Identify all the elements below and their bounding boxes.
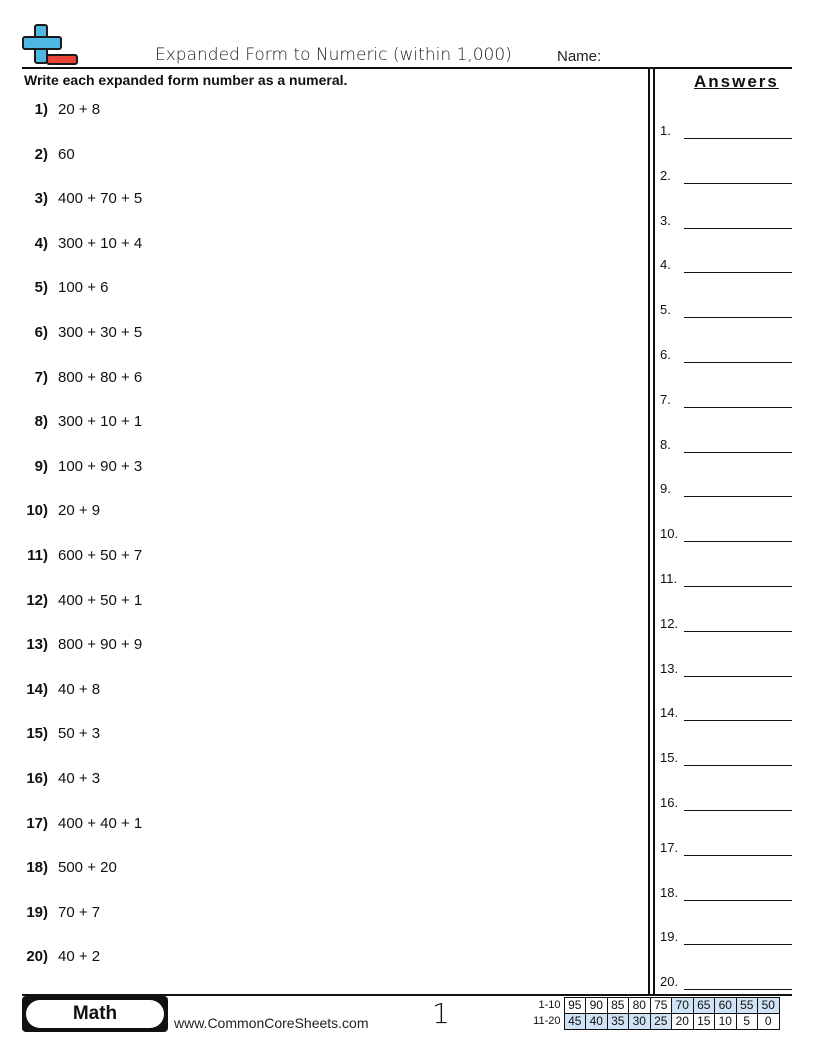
answer-label: 13. — [660, 660, 679, 676]
math-badge — [22, 996, 168, 1032]
problem-number: 12) — [26, 591, 48, 609]
problem-number: 17) — [26, 814, 48, 832]
score-cell: 65 — [693, 998, 715, 1014]
answer-line — [684, 855, 792, 856]
header-rule — [22, 67, 792, 69]
answer-label: 2. — [660, 167, 671, 183]
answer-blank[interactable] — [660, 302, 792, 318]
score-cell: 10 — [715, 1014, 737, 1030]
answer-blank[interactable] — [660, 885, 792, 901]
answer-blank[interactable] — [660, 571, 792, 587]
answer-label: 8. — [660, 436, 671, 452]
problem-row — [0, 770, 400, 790]
answer-line — [684, 272, 792, 273]
problem-row — [0, 948, 400, 968]
answer-label: 10. — [660, 526, 679, 542]
instructions: Write each expanded form number as a numeral. — [24, 72, 348, 88]
answer-line — [684, 317, 792, 318]
problem-number: 8) — [34, 413, 48, 431]
problem-number: 16) — [26, 770, 48, 787]
problem-expression: 400 + 50 + 1 — [58, 591, 143, 609]
score-range: 11-20 — [533, 1015, 561, 1027]
name-label: Name: — [557, 48, 602, 65]
score-table — [528, 997, 780, 1030]
problem-number: 9) — [34, 457, 48, 475]
problem-expression: 300 + 10 + 1 — [58, 413, 143, 431]
score-cell: 25 — [650, 1014, 672, 1030]
score-cell: 45 — [564, 1014, 586, 1030]
answer-blank[interactable] — [660, 168, 792, 184]
answer-line — [684, 362, 792, 363]
answer-label: 3. — [660, 212, 671, 228]
problem-row — [0, 413, 400, 433]
score-cell: 90 — [586, 998, 608, 1014]
score-row — [528, 998, 779, 1014]
problem-expression: 100 + 90 + 3 — [58, 457, 143, 475]
score-cell: 60 — [715, 998, 737, 1014]
score-cell: 0 — [758, 1014, 780, 1030]
answer-label: 12. — [660, 615, 679, 631]
answer-line — [684, 765, 792, 766]
problem-expression: 50 + 3 — [58, 725, 101, 743]
problem-row — [0, 681, 400, 701]
plus-minus-logo-icon — [22, 24, 80, 68]
answer-line — [684, 496, 792, 497]
score-cell: 80 — [629, 998, 651, 1014]
problem-expression: 400 + 70 + 5 — [58, 190, 143, 208]
problem-row — [0, 235, 400, 255]
problem-row — [0, 458, 400, 478]
problem-row — [0, 190, 400, 210]
answer-blank[interactable] — [660, 750, 792, 766]
answer-blank[interactable] — [660, 929, 792, 945]
problem-number: 18) — [26, 859, 48, 877]
problem-number: 11) — [27, 547, 48, 564]
problem-number: 13) — [26, 636, 48, 654]
problem-number: 5) — [34, 279, 48, 297]
score-cell: 95 — [564, 998, 586, 1014]
answer-blank[interactable] — [660, 213, 792, 229]
answer-blank[interactable] — [660, 705, 792, 721]
answer-line — [684, 900, 792, 901]
answer-line — [684, 631, 792, 632]
answer-label: 20. — [660, 974, 679, 990]
answer-blank[interactable] — [660, 437, 792, 453]
problem-expression: 300 + 10 + 4 — [58, 234, 143, 252]
answer-line — [684, 541, 792, 542]
answer-label: 7. — [660, 391, 671, 407]
answer-line — [684, 183, 792, 184]
answer-blank[interactable] — [660, 795, 792, 811]
problem-expression: 40 + 3 — [58, 770, 101, 787]
score-cell: 40 — [586, 1014, 608, 1030]
problem-number: 20) — [26, 948, 48, 966]
answer-line — [684, 989, 792, 990]
answer-blank[interactable] — [660, 257, 792, 273]
answer-blank[interactable] — [660, 347, 792, 363]
answer-line — [684, 407, 792, 408]
score-cell: 20 — [672, 1014, 694, 1030]
problem-expression: 300 + 30 + 5 — [58, 324, 143, 341]
problem-number: 2) — [34, 145, 48, 163]
problem-expression: 400 + 40 + 1 — [58, 814, 143, 832]
answer-blank[interactable] — [660, 661, 792, 677]
problem-row — [0, 859, 400, 879]
problem-number: 10) — [26, 502, 48, 520]
score-cell: 55 — [736, 998, 758, 1014]
problem-expression: 800 + 90 + 9 — [58, 636, 143, 654]
score-cell: 35 — [607, 1014, 629, 1030]
answer-label: 11. — [660, 571, 678, 586]
answer-line — [684, 676, 792, 677]
worksheet-title: Expanded Form to Numeric (within 1,000) — [155, 45, 512, 65]
problem-expression: 800 + 80 + 6 — [58, 368, 143, 386]
answer-label: 14. — [660, 705, 679, 721]
problem-row — [0, 815, 400, 835]
answer-line — [684, 810, 792, 811]
problem-row — [0, 502, 400, 522]
score-cell: 75 — [650, 998, 672, 1014]
problem-number: 6) — [34, 324, 48, 341]
answer-blank[interactable] — [660, 526, 792, 542]
answer-blank[interactable] — [660, 123, 792, 139]
problem-expression: 40 + 2 — [58, 948, 101, 966]
problem-expression: 600 + 50 + 7 — [58, 547, 143, 564]
answer-line — [684, 586, 792, 587]
page-number: 1 — [432, 997, 450, 1030]
answer-line — [684, 452, 792, 453]
answer-label: 18. — [660, 884, 679, 900]
answer-label: 6. — [660, 347, 671, 362]
problem-expression: 60 — [58, 145, 75, 163]
problem-row — [0, 101, 400, 121]
answer-label: 1. — [660, 123, 671, 138]
column-divider — [648, 68, 650, 994]
score-cell: 70 — [672, 998, 694, 1014]
answer-blank[interactable] — [660, 974, 792, 990]
answer-label: 16. — [660, 795, 679, 810]
problem-row — [0, 146, 400, 166]
problem-row — [0, 547, 400, 567]
problem-row — [0, 904, 400, 924]
problem-expression: 20 + 8 — [58, 101, 101, 118]
score-range: 1-10 — [538, 999, 561, 1011]
answer-line — [684, 138, 792, 139]
problem-number: 4) — [34, 234, 48, 252]
problem-expression: 20 + 9 — [58, 502, 101, 520]
problem-number: 7) — [34, 368, 48, 386]
answer-blank[interactable] — [660, 840, 792, 856]
answer-label: 17. — [660, 839, 679, 855]
problem-number: 15) — [26, 725, 48, 743]
score-row — [528, 1014, 779, 1030]
answer-blank[interactable] — [660, 392, 792, 408]
column-divider — [653, 68, 655, 994]
problem-row — [0, 279, 400, 299]
answer-label: 15. — [660, 750, 679, 766]
score-cell: 30 — [629, 1014, 651, 1030]
answers-title: Answers — [694, 72, 779, 91]
problem-expression: 500 + 20 — [58, 859, 117, 877]
problem-number: 14) — [26, 680, 48, 698]
problem-row — [0, 636, 400, 656]
answer-line — [684, 228, 792, 229]
answer-blank[interactable] — [660, 616, 792, 632]
problem-number: 3) — [34, 190, 48, 208]
problem-row — [0, 324, 400, 344]
answer-label: 5. — [660, 302, 671, 318]
problem-row — [0, 369, 400, 389]
score-cell: 85 — [607, 998, 629, 1014]
answer-blank[interactable] — [660, 481, 792, 497]
problem-row — [0, 725, 400, 745]
problem-expression: 40 + 8 — [58, 680, 101, 698]
answer-line — [684, 720, 792, 721]
score-cell: 15 — [693, 1014, 715, 1030]
answer-label: 19. — [660, 929, 679, 945]
problem-expression: 100 + 6 — [58, 279, 109, 297]
site-url: www.CommonCoreSheets.com — [174, 1015, 369, 1031]
answer-label: 9. — [660, 481, 671, 497]
math-badge-label: Math — [26, 1000, 164, 1028]
problem-expression: 70 + 7 — [58, 903, 101, 921]
answer-line — [684, 944, 792, 945]
problem-row — [0, 592, 400, 612]
problem-number: 1) — [34, 101, 48, 118]
score-cell: 50 — [758, 998, 780, 1014]
problem-number: 19) — [26, 903, 48, 921]
answer-label: 4. — [660, 257, 671, 273]
score-cell: 5 — [736, 1014, 758, 1030]
